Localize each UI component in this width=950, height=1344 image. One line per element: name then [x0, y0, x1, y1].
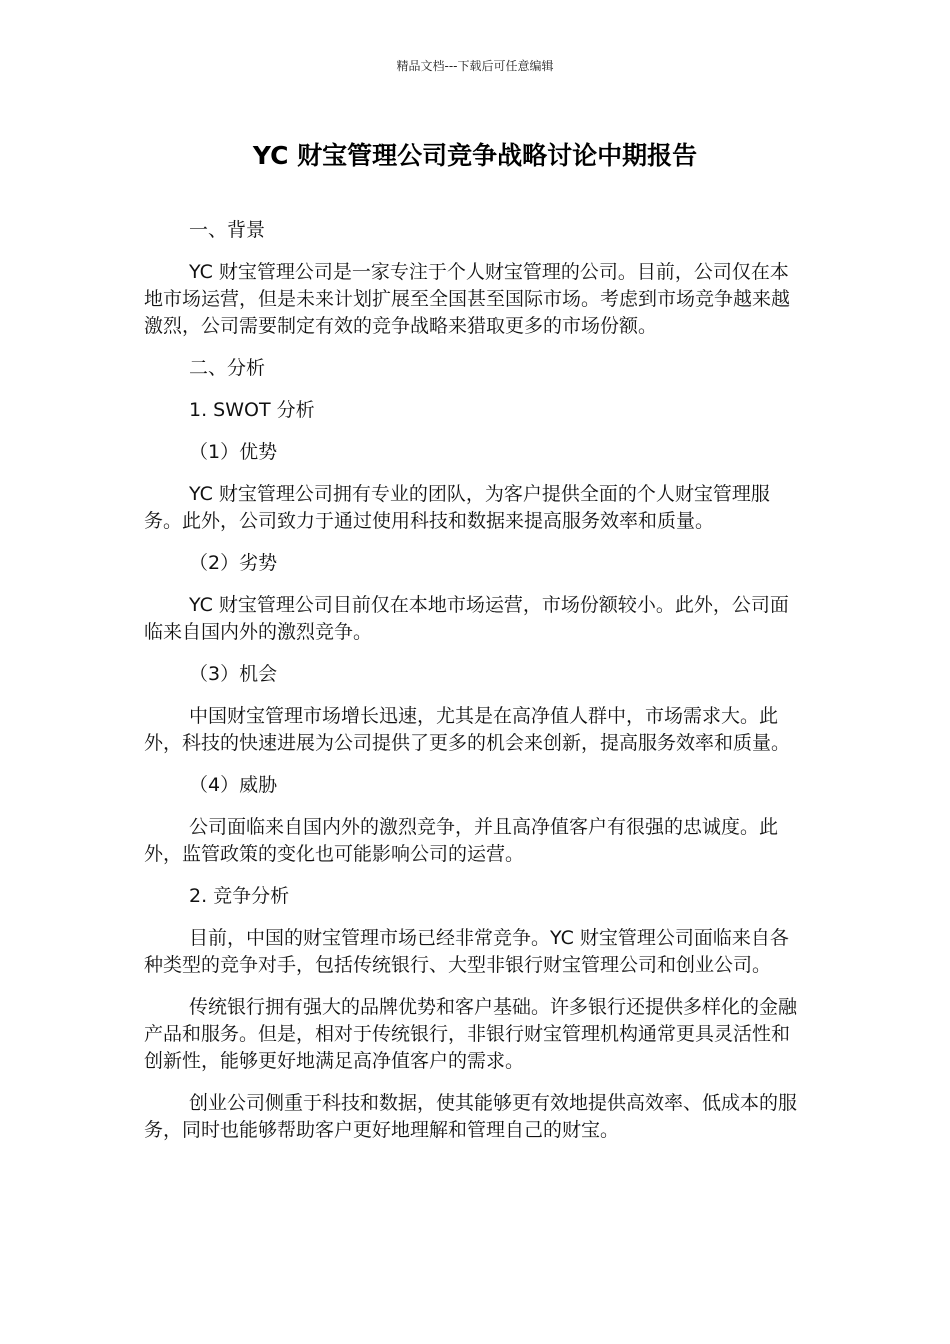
subheading-opportunities: （3）机会	[189, 663, 278, 685]
document-body	[144, 217, 806, 1159]
subheading-threats: （4）威胁	[189, 774, 278, 796]
paragraph-weaknesses: YC 财宝管理公司目前仅在本地市场运营，市场份额较小。此外，公司面临来自国内外的激烈竞争。	[144, 594, 789, 643]
document-title: YC 财宝管理公司竞争战略讨论中期报告	[252, 141, 698, 170]
paragraph-threats: 公司面临来自国内外的激烈竞争，并且高净值客户有很强的忠诚度。此外，监管政策的变化也可能影响公司的运营。	[144, 816, 779, 865]
paragraph-opportunities: 中国财宝管理市场增长迅速，尤其是在高净值人群中，市场需求大。此外，科技的快速进展为公司提供了更多的机会来创新，提高服务效率和质量。	[144, 705, 791, 754]
header-note: 精品文档---下载后可任意编辑	[396, 59, 554, 73]
subheading-competition: 2. 竞争分析	[189, 885, 290, 907]
subheading-swot: 1. SWOT 分析	[189, 399, 315, 421]
subheading-weaknesses: （2）劣势	[189, 552, 278, 574]
section-heading-background: 一、背景	[189, 219, 266, 241]
paragraph-strengths: YC 财宝管理公司拥有专业的团队，为客户提供全面的个人财宝管理服务。此外，公司致力于通过使用科技和数据来提高服务效率和质量。	[144, 483, 770, 532]
paragraph-competition-3: 创业公司侧重于科技和数据，使其能够更有效地提供高效率、低成本的服务，同时也能够帮助客户更好地理解和管理自己的财宝。	[144, 1092, 798, 1141]
paragraph-competition-1: 目前，中国的财宝管理市场已经非常竞争。YC 财宝管理公司面临来自各种类型的竞争对手，包括传统银行、大型非银行财宝管理公司和创业公司。	[144, 927, 789, 976]
paragraph-background: YC 财宝管理公司是一家专注于个人财宝管理的公司。目前，公司仅在本地市场运营，但是未来计划扩展至全国甚至国际市场。考虑到市场竞争越来越激烈，公司需要制定有效的竞争战略来猎取更多的市场份额。	[144, 261, 791, 337]
paragraph-competition-2: 传统银行拥有强大的品牌优势和客户基础。许多银行还提供多样化的金融产品和服务。但是，相对于传统银行，非银行财宝管理机构通常更具灵活性和创新性，能够更好地满足高净值客户的需求。	[144, 996, 798, 1072]
subheading-strengths: （1）优势	[189, 441, 278, 463]
section-heading-analysis: 二、分析	[189, 357, 266, 379]
